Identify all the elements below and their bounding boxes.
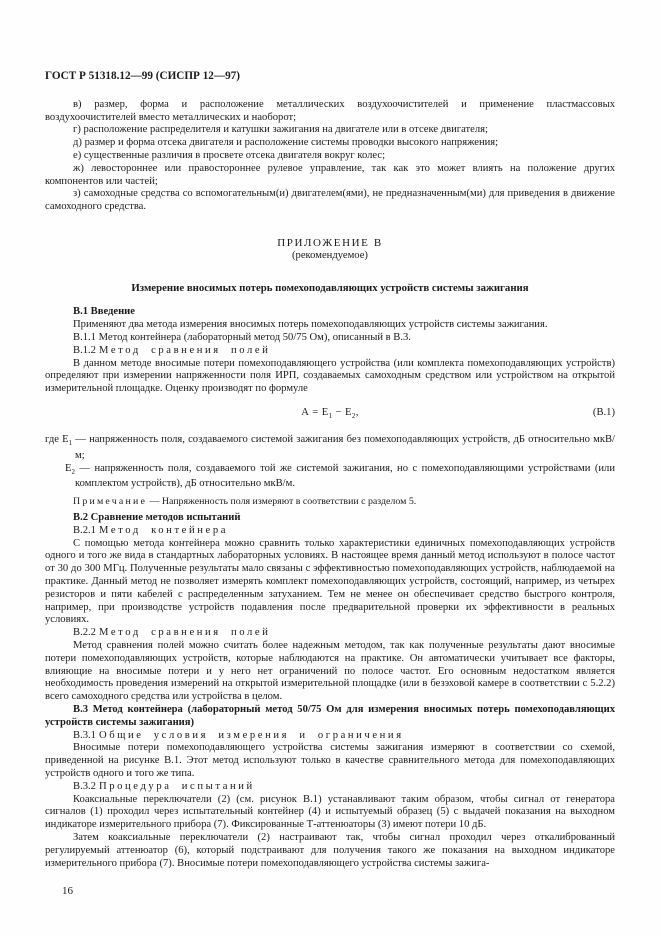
- heading-b22-title: Метод сравнения полей: [98, 627, 271, 639]
- heading-b31-title: Общие условия измерения и ограничения: [98, 729, 404, 741]
- list-item-e: е) существенные различия в просвете отсека двигателя вокруг колес;: [73, 149, 386, 161]
- appendix-subtitle: (рекомендуемое): [292, 249, 368, 261]
- heading-b21: [45, 525, 615, 538]
- formula-mid: − Е: [332, 406, 352, 418]
- paragraph-b12-method: В данном методе вносимые потери помехоподавляющего устройства (или комплекта помехоподавляющих устройств) определяют при измерении напряженности поля ИРП, создаваемых самоходным средством или устройством на открытой измерительной площадке. Оценку производят по формуле: [45, 357, 615, 395]
- heading-b1: В.1 Введение: [73, 306, 135, 318]
- formula-tail: ,: [355, 406, 359, 418]
- heading-b32: [45, 781, 615, 794]
- paragraph-b31: Вносимые потери помехоподавляющего устройства системы зажигания измеряют в соответствии со схемой, приведенной на рисунке В.1. Этот метод используют только в качестве сравнительного метода для помехоподавляющих устройств одного и того же типа.: [45, 742, 615, 779]
- formula-lhs: А = Е: [301, 406, 329, 418]
- where-def-e2: — напряженность поля, создаваемого той же системой зажигания, но с помехоподавляющими устройствами (или комплектом устройств), дБ относительно мкВ/м.: [74, 462, 615, 490]
- heading-b22-number: В.2.2: [73, 627, 96, 639]
- appendix-label: ПРИЛОЖЕНИЕ В: [277, 236, 383, 249]
- where-term-e2-sub: 2: [71, 467, 75, 476]
- standard-designation: ГОСТ Р 51318.12—99 (СИСПР 12—97): [45, 70, 240, 82]
- where-item-e1: [45, 434, 615, 463]
- paragraph-b32-2: Затем коаксиальные переключатели (2) настраивают так, чтобы сигнал проходил через откалиброванный регулируемый аттенюатор (6), который подстраивают для получения такого же показания на выходном индикаторе измерительного прибора (7). Вносимые потери помехоподавляющего устройства системы зажига-: [45, 831, 615, 869]
- formula-b1: [45, 404, 615, 426]
- heading-b31-number: В.3.1: [73, 729, 96, 741]
- heading-b2: В.2 Сравнение методов испытаний: [73, 512, 241, 524]
- heading-b32-title: Процедура испытаний: [98, 780, 255, 792]
- heading-b12-title: Метод сравнения полей: [98, 344, 271, 356]
- heading-b12: [45, 345, 615, 358]
- where-term-e1: Е: [62, 433, 69, 445]
- heading-b21-title: Метод контейнера: [98, 524, 229, 536]
- list-item-d: д) размер и форма отсека двигателя и расположение системы проводки высокого напряжения;: [73, 137, 499, 149]
- heading-b12-number: В.1.2: [73, 344, 96, 356]
- note-b1: [45, 496, 615, 509]
- page-number: 16: [62, 885, 73, 898]
- appendix-title: Измерение вносимых потерь помехоподавляющих устройств системы зажигания: [131, 281, 529, 294]
- paragraph-b32-1: Коаксиальные переключатели (2) (см. рисунок В.1) устанавливают таким образом, чтобы сигнал от генератора сигналов (1) проходил через испытательный контейнер (4) и испытуемый образец (5) с выдачей показания на выходном индикаторе измерительного прибора (7). Фиксированные Т-аттенюаторы (3) имеют потери 10 дБ.: [45, 793, 615, 831]
- formula-subscript-2: 2: [351, 412, 356, 421]
- heading-b22: [45, 627, 615, 640]
- paragraph-b21: С помощью метода контейнера можно сравнить только характеристики единичных помехоподавляющих устройств одного и того же вида в стандартных лабораторных условиях. В настоящее время данный метод используют в полосе частот от 30 до 300 МГц. Полученные результаты мало связаны с эффективностью помехоподавляющих устройств, наблюдаемой на практике. Данный метод не позволяет измерять комплект помехоподавляющих устройств, состоящий, например, из четырех резисторов и пяти кабелей с распределенным затуханием. Тем не менее он обеспечивает средство быстрого контроля, например, при производстве устройств подавления после предварительной проверки их эффективности в реальных условиях.: [45, 537, 615, 626]
- where-def-e1: — напряженность поля, создаваемого системой зажигания без помехоподавляющих устройств, дБ относительно мкВ/м;: [72, 433, 615, 461]
- heading-b3: В.3 Метод контейнера (лабораторный метод 50/75 Ом для измерения вносимых потерь помехоподавляющих устройств системы зажигания): [45, 704, 615, 728]
- where-term-e1-sub: 1: [68, 438, 73, 447]
- formula-expression: [301, 406, 359, 421]
- formula-subscript-1: 1: [328, 412, 333, 421]
- paragraph-b11: В.1.1 Метод контейнера (лабораторный метод 50/75 Ом), описанный в В.3.: [73, 331, 411, 343]
- list-item-z: з) самоходные средства со вспомогательным(и) двигателем(ями), не предназначенным(ми) для приведения в движение самоходного средства.: [45, 188, 615, 213]
- where-lead: где: [45, 433, 63, 445]
- heading-b31: [45, 730, 615, 743]
- heading-b21-number: В.2.1: [73, 524, 96, 536]
- list-item-g: г) расположение распределителя и катушки зажигания на двигателе или в отсеке двигателя;: [73, 124, 488, 136]
- paragraph-b1-intro: Применяют два метода измерения вносимых потерь помехоподавляющих устройств системы зажигания.: [73, 319, 548, 331]
- note-label: Примечание: [73, 496, 148, 508]
- list-item-v: в) размер, форма и расположение металлических воздухоочистителей и применение пластмассовых воздухоочистителей вместо металлических и наоборот;: [45, 98, 615, 123]
- note-text: — Напряженность поля измеряют в соответствии с разделом 5.: [147, 496, 417, 508]
- paragraph-b22: Метод сравнения полей можно считать более надежным методом, так как полученные результаты дают вносимые потери помехоподавляющих устройств, которые наблюдаются на практике. Он автоматически учитывает все факторы, влияющие на вносимые потери и у него нет ограничений по полосе частот. Его основным недостатком является необходимость проведения измерений на открытой измерительной площадке (или в безэховой камере в соответствии с 5.2.2) всего самоходного средства или устройства в целом.: [45, 640, 615, 703]
- where-item-e2: [45, 463, 615, 492]
- where-term-e2: Е: [65, 462, 72, 474]
- where-block: [45, 434, 615, 491]
- list-item-zh: ж) левостороннее или правостороннее рулевое управление, так как это может влиять на положение других компонентов или частей;: [45, 162, 615, 187]
- formula-number: (В.1): [592, 406, 615, 418]
- heading-b32-number: В.3.2: [73, 780, 96, 792]
